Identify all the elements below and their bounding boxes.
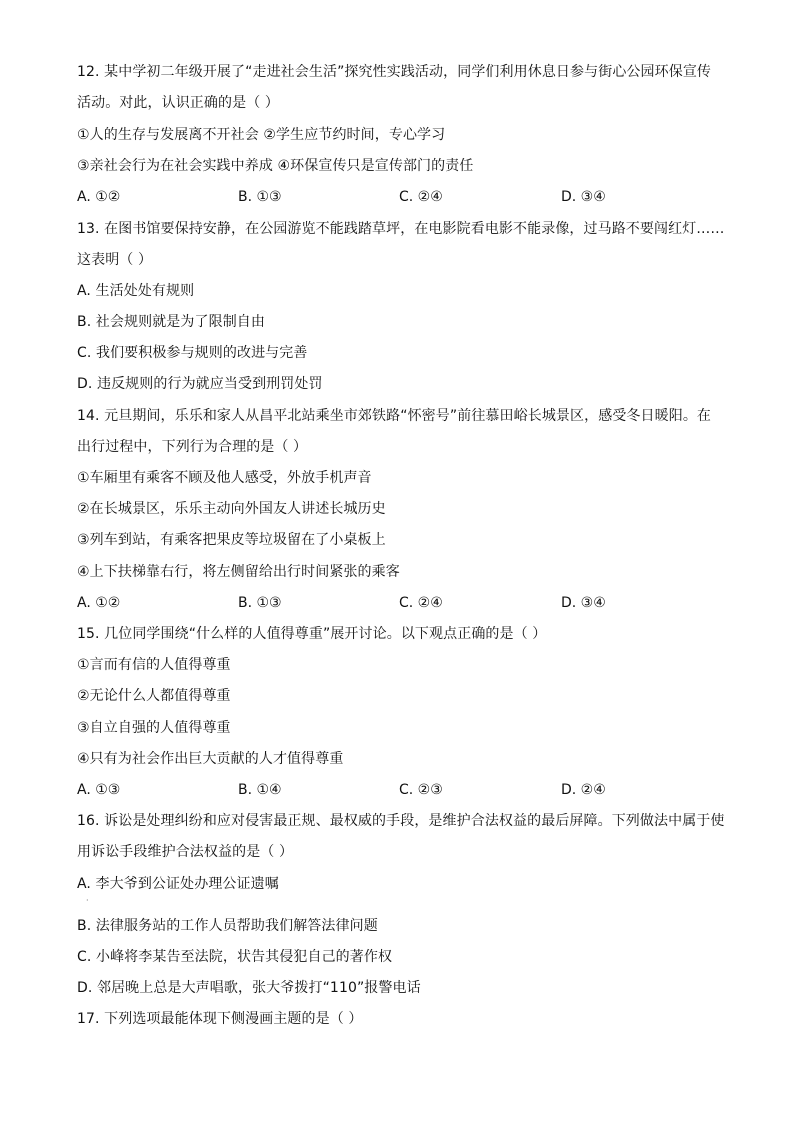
q16-stem-line1: 16. 诉讼是处理纠纷和应对侵害最正规、最权威的手段，是维护合法权益的最后屏障。下列做法中属于使	[77, 813, 725, 829]
q15-option-d: D. ②④	[561, 782, 606, 798]
q14-statement-3: ③列车到站，有乘客把果皮等垃圾留在了小桌板上	[77, 532, 386, 548]
q12-option-b: B. ①③	[238, 189, 282, 205]
q14-option-d: D. ③④	[561, 595, 606, 611]
q14-option-a: A. ①②	[77, 595, 121, 611]
q12-statement-1-2: ①人的生存与发展离不开社会 ②学生应节约时间，专心学习	[77, 127, 446, 143]
q14-option-b: B. ①③	[238, 595, 282, 611]
q15-statement-2: ②无论什么人都值得尊重	[77, 688, 231, 704]
q13-stem-line1: 13. 在图书馆要保持安静，在公园游览不能践踏草坪，在电影院看电影不能录像，过马路不要闯红灯……	[77, 221, 725, 237]
q12-stem-line1: 12. 某中学初二年级开展了“走进社会生活”探究性实践活动，同学们利用休息日参与街心公园环保宣传	[77, 64, 712, 80]
q14-statement-1: ①车厢里有乘客不顾及他人感受，外放手机声音	[77, 470, 372, 486]
q14-statement-2: ②在长城景区，乐乐主动向外国友人讲述长城历史	[77, 501, 386, 517]
q16-option-a: A. 李大爷到公证处办理公证遗嘱	[77, 876, 279, 892]
q15-option-a: A. ①③	[77, 782, 121, 798]
q15-option-b: B. ①④	[238, 782, 282, 798]
q14-stem-line1: 14. 元旦期间，乐乐和家人从昌平北站乘坐市郊铁路“怀密号”前往慕田峪长城景区，感受冬日暖阳。在	[77, 408, 712, 424]
q14-stem-line2: 出行过程中，下列行为合理的是（ ）	[77, 439, 308, 455]
q12-option-a: A. ①②	[77, 189, 121, 205]
q16-option-b: B. 法律服务站的工作人员帮助我们解答法律问题	[77, 918, 378, 934]
q15-option-c: C. ②③	[399, 782, 443, 798]
q13-option-b: B. 社会规则就是为了限制自由	[77, 314, 266, 330]
stray-dot-mark: ·	[86, 896, 89, 905]
q14-statement-4: ④上下扶梯靠右行，将左侧留给出行时间紧张的乘客	[77, 564, 400, 580]
q13-option-d: D. 违反规则的行为就应当受到刑罚处罚	[77, 376, 323, 392]
q16-stem-line2: 用诉讼手段维护合法权益的是（ ）	[77, 844, 294, 860]
q13-option-a: A. 生活处处有规则	[77, 283, 195, 299]
q16-option-c: C. 小峰将李某告至法院，状告其侵犯自己的著作权	[77, 949, 393, 965]
q15-stem: 15. 几位同学围绕“什么样的人值得尊重”展开讨论。以下观点正确的是（ ）	[77, 626, 547, 642]
q15-statement-3: ③自立自强的人值得尊重	[77, 720, 231, 736]
q15-statement-1: ①言而有信的人值得尊重	[77, 657, 231, 673]
q12-statement-3-4: ③亲社会行为在社会实践中养成 ④环保宣传只是宣传部门的责任	[77, 158, 474, 174]
q15-statement-4: ④只有为社会作出巨大贡献的人才值得尊重	[77, 751, 344, 767]
q12-stem-line2: 活动。对此，认识正确的是（ ）	[77, 95, 279, 111]
q12-option-c: C. ②④	[399, 189, 443, 205]
q14-option-c: C. ②④	[399, 595, 443, 611]
q13-stem-line2: 这表明（ ）	[77, 252, 153, 268]
q13-option-c: C. 我们要积极参与规则的改进与完善	[77, 345, 308, 361]
q16-option-d: D. 邻居晚上总是大声唱歌，张大爷拨打“110”报警电话	[77, 980, 421, 996]
q12-option-d: D. ③④	[561, 189, 606, 205]
q17-stem: 17. 下列选项最能体现下侧漫画主题的是（ ）	[77, 1011, 363, 1027]
